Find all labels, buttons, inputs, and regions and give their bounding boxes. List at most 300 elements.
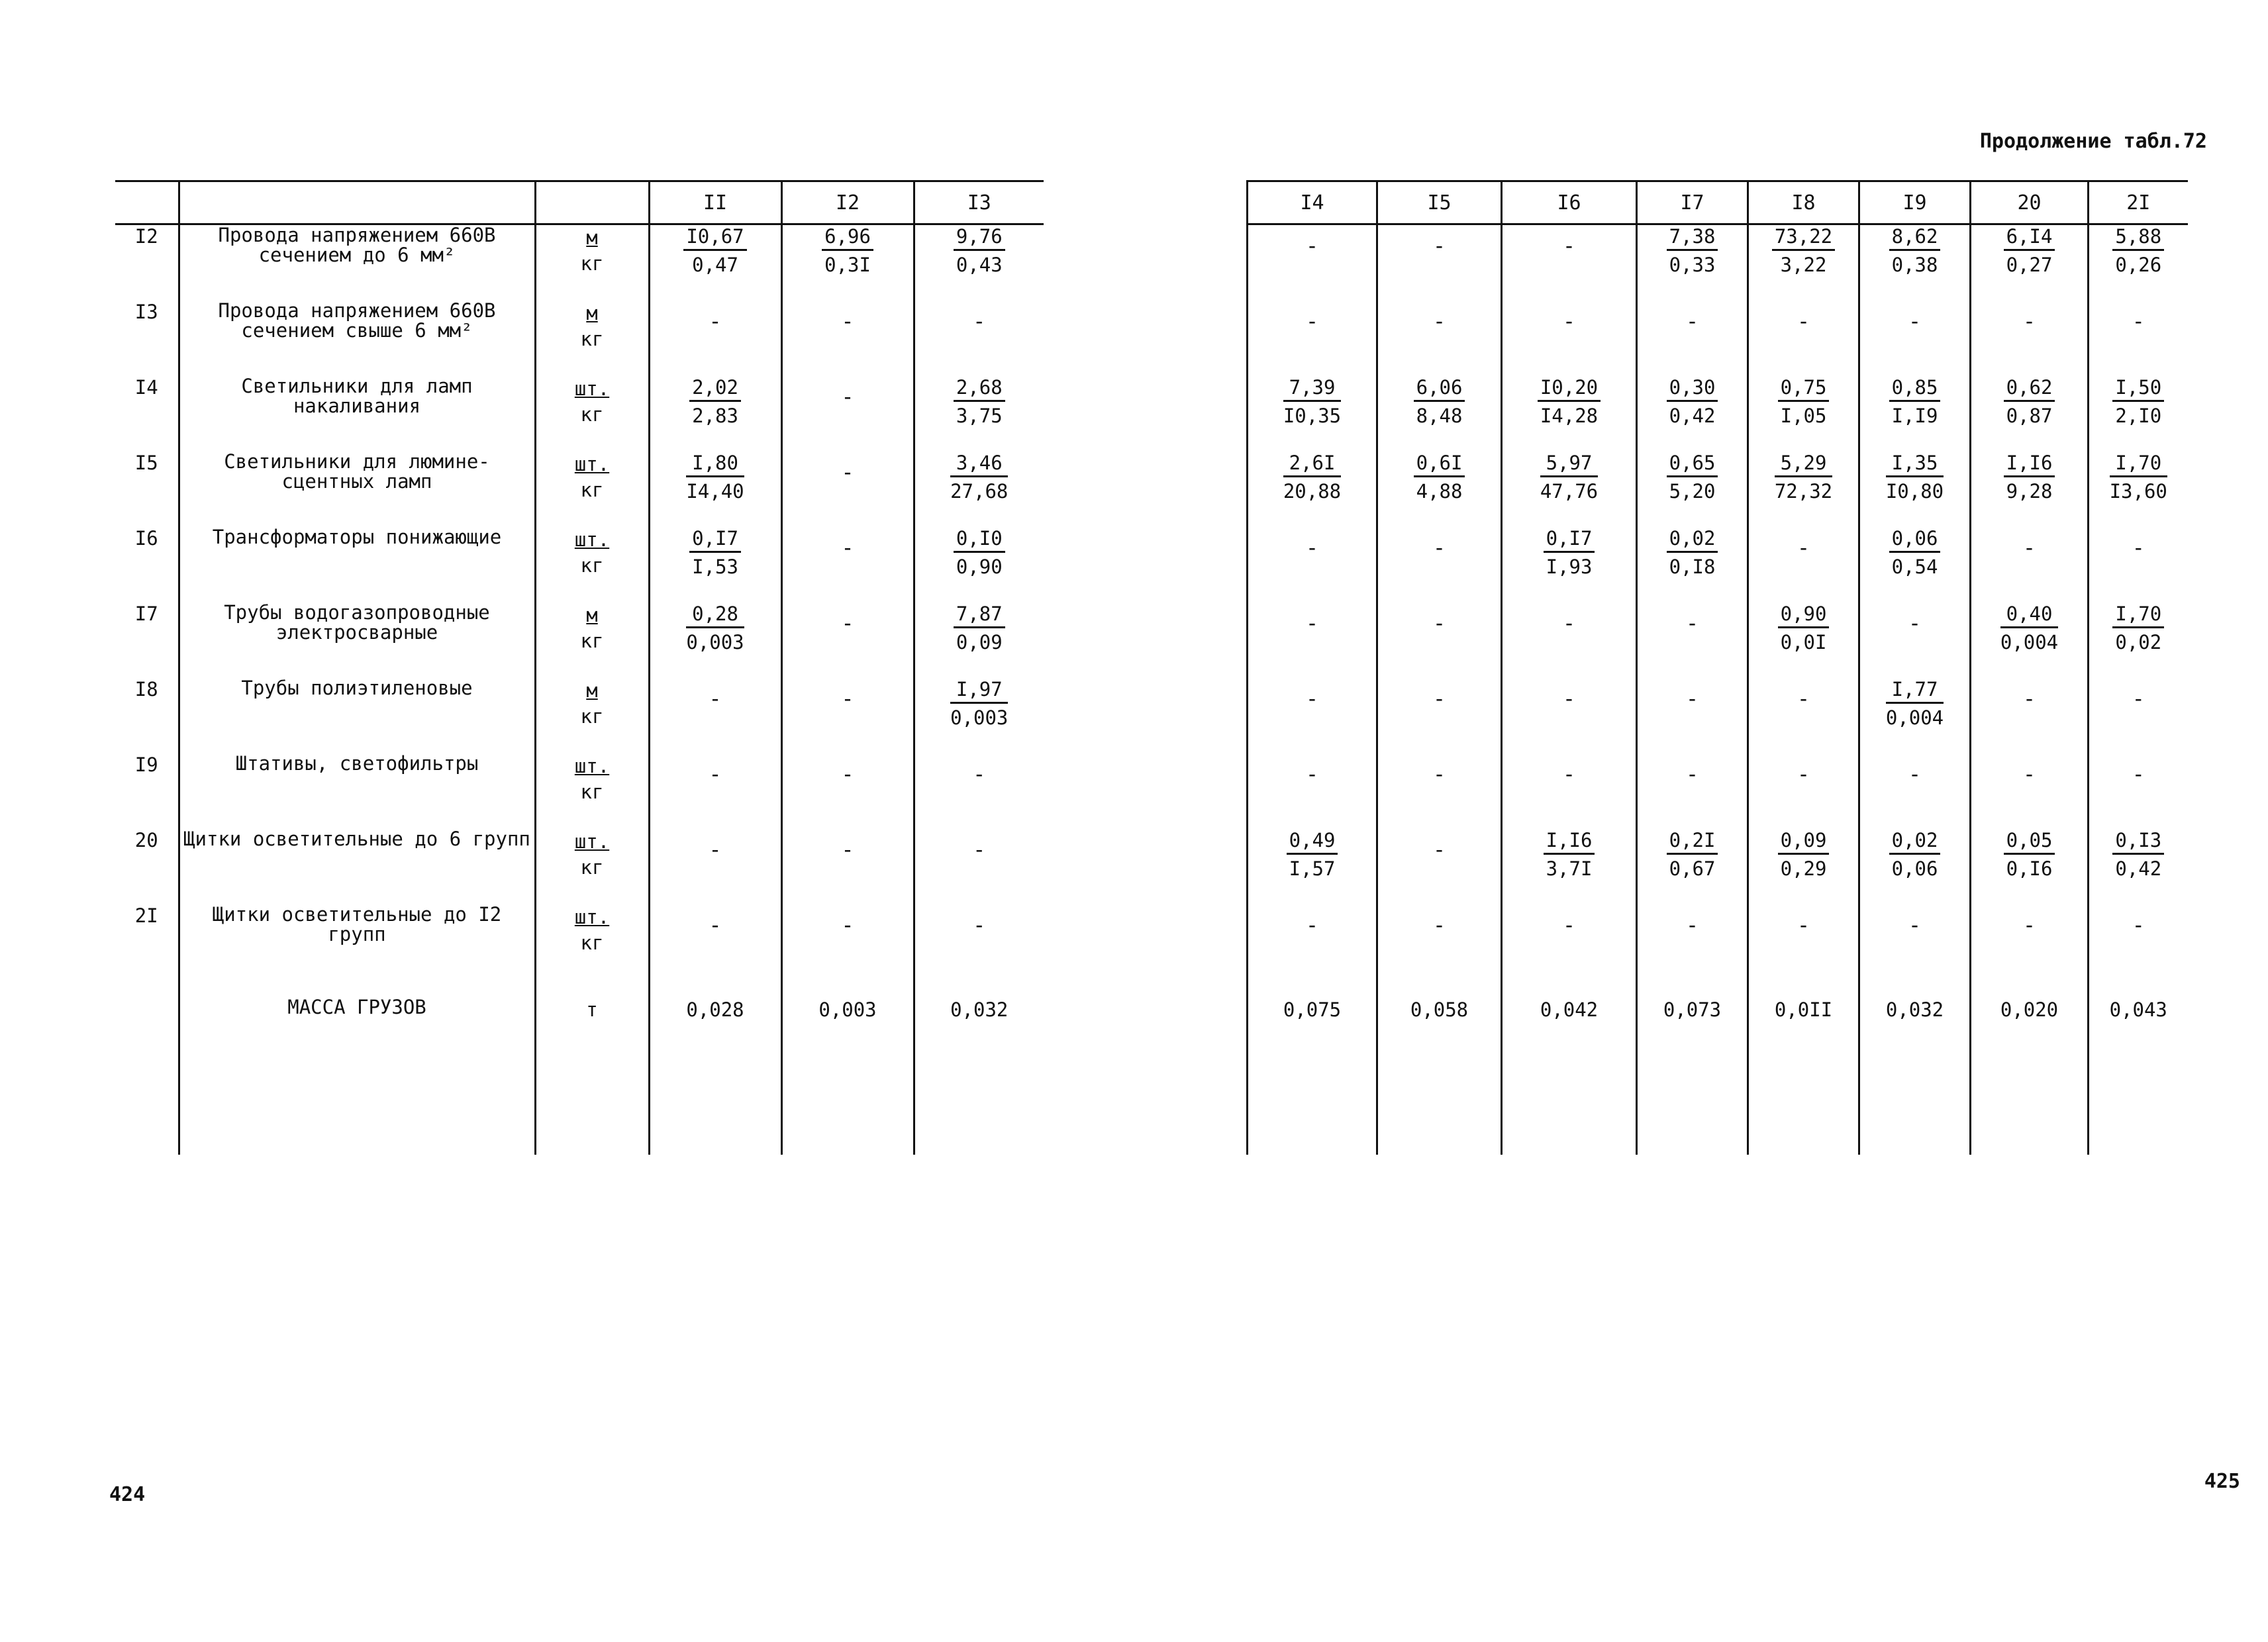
table-row bbox=[1248, 527, 2188, 603]
empty-cell bbox=[1748, 1081, 1859, 1155]
value-single: - bbox=[1305, 761, 1319, 787]
fraction bbox=[2112, 603, 2164, 655]
value-cell bbox=[914, 527, 1044, 603]
table-row bbox=[115, 527, 1044, 603]
value-bottom: I0,35 bbox=[1283, 405, 1342, 427]
row-number: 2I bbox=[134, 904, 158, 927]
value-bottom: 3,7I bbox=[1546, 857, 1593, 880]
value-single: - bbox=[1305, 912, 1319, 938]
value-single: - bbox=[973, 309, 986, 334]
column-header bbox=[179, 181, 535, 224]
value-single: - bbox=[2132, 912, 2145, 938]
unit-bottom: кг bbox=[580, 705, 604, 728]
row-name: Трубы водогазопроводные электросварные bbox=[179, 603, 535, 678]
value-top: I,70 bbox=[2110, 452, 2167, 477]
value-cell bbox=[1637, 224, 1748, 301]
unit-bottom: кг bbox=[580, 403, 604, 426]
value-single: - bbox=[1685, 610, 1699, 636]
value-top: 0,30 bbox=[1667, 376, 1718, 402]
value-single: - bbox=[973, 837, 986, 862]
mass-value bbox=[1248, 980, 1377, 1081]
value-single: - bbox=[1797, 761, 1810, 787]
value-cell bbox=[1971, 452, 2089, 527]
row-number: I9 bbox=[134, 753, 158, 776]
mass-value bbox=[1971, 980, 2089, 1081]
value-single: - bbox=[973, 912, 986, 938]
fraction bbox=[1778, 376, 1830, 428]
value-cell bbox=[1859, 753, 1971, 829]
value-bottom: 0,87 bbox=[2006, 405, 2053, 427]
value-bottom: 0,I6 bbox=[2006, 857, 2053, 880]
value-bottom: 0,43 bbox=[956, 254, 1003, 276]
value-cell bbox=[2089, 829, 2188, 904]
unit-top: шт. bbox=[574, 906, 610, 928]
value-single: - bbox=[1908, 912, 1922, 938]
right-table-body bbox=[1248, 224, 2188, 1155]
table-row bbox=[115, 603, 1044, 678]
value-cell bbox=[1971, 678, 2089, 753]
value-cell bbox=[1748, 678, 1859, 753]
value-single: - bbox=[709, 837, 722, 862]
fraction bbox=[683, 225, 746, 277]
value-top: I,80 bbox=[686, 452, 744, 477]
value-single: - bbox=[709, 912, 722, 938]
value-cell bbox=[1748, 527, 1859, 603]
value-top: 0,2I bbox=[1667, 829, 1718, 855]
fraction bbox=[2112, 829, 2164, 881]
empty-cell bbox=[2089, 1081, 2188, 1155]
unit-bottom: кг bbox=[580, 630, 604, 652]
fraction bbox=[686, 603, 744, 655]
value-cell bbox=[1502, 904, 1637, 980]
row-number: I8 bbox=[134, 678, 158, 700]
value-cell bbox=[914, 224, 1044, 301]
value-cell bbox=[649, 829, 781, 904]
row-name: Светильники для люмине-сцентных ламп bbox=[179, 452, 535, 527]
value-bottom: 9,28 bbox=[2006, 480, 2053, 503]
value-cell bbox=[781, 904, 914, 980]
fraction bbox=[1886, 678, 1944, 730]
row-name: Щитки осветительные до 6 групп bbox=[179, 829, 535, 904]
value-single: - bbox=[709, 309, 722, 334]
mass-value-text: 0,043 bbox=[2109, 998, 2167, 1021]
value-cell bbox=[1859, 376, 1971, 452]
value-single: - bbox=[841, 761, 854, 787]
value-bottom: I0,80 bbox=[1885, 480, 1944, 503]
fraction bbox=[2004, 452, 2055, 504]
value-cell bbox=[1748, 376, 1859, 452]
value-top: 0,62 bbox=[2004, 376, 2055, 402]
row-unit bbox=[535, 527, 649, 603]
value-bottom: 47,76 bbox=[1540, 480, 1599, 503]
value-bottom: 3,75 bbox=[956, 405, 1003, 427]
value-bottom: 0,09 bbox=[956, 631, 1003, 653]
fraction bbox=[1889, 527, 1941, 579]
row-unit bbox=[535, 376, 649, 452]
mass-value bbox=[2089, 980, 2188, 1081]
value-cell bbox=[1502, 829, 1637, 904]
value-cell bbox=[2089, 678, 2188, 753]
value-cell bbox=[1971, 904, 2089, 980]
value-single: - bbox=[1685, 912, 1699, 938]
empty-cell bbox=[115, 1081, 179, 1155]
value-single: - bbox=[841, 459, 854, 485]
value-bottom: 0,004 bbox=[1885, 706, 1944, 729]
value-top: 0,40 bbox=[2000, 603, 2058, 628]
table-row bbox=[115, 678, 1044, 753]
value-single: - bbox=[1562, 686, 1576, 711]
fraction bbox=[1283, 452, 1341, 504]
value-top: 6,06 bbox=[1414, 376, 1465, 402]
value-top: 2,6I bbox=[1283, 452, 1341, 477]
value-single: - bbox=[2022, 686, 2036, 711]
table-row bbox=[1248, 224, 2188, 301]
value-top: 0,05 bbox=[2004, 829, 2055, 855]
value-bottom: 0,42 bbox=[2115, 857, 2162, 880]
fraction bbox=[1544, 829, 1595, 881]
value-single: - bbox=[2022, 912, 2036, 938]
value-top: 0,28 bbox=[686, 603, 744, 628]
value-single: - bbox=[1797, 309, 1810, 334]
value-cell bbox=[1248, 678, 1377, 753]
unit-top: шт. bbox=[574, 755, 610, 777]
fraction bbox=[1889, 376, 1941, 428]
value-cell bbox=[781, 678, 914, 753]
mass-row bbox=[115, 980, 1044, 1081]
value-cell bbox=[1971, 829, 2089, 904]
row-name: Щитки осветительные до I2 групп bbox=[179, 904, 535, 980]
fraction bbox=[1540, 452, 1598, 504]
fraction bbox=[2004, 225, 2055, 277]
row-number: I3 bbox=[134, 301, 158, 323]
value-single: - bbox=[1908, 309, 1922, 334]
table-row bbox=[1248, 603, 2188, 678]
value-single: - bbox=[2022, 309, 2036, 334]
empty-cell bbox=[1377, 1081, 1502, 1155]
value-cell bbox=[914, 376, 1044, 452]
row-unit bbox=[535, 301, 649, 376]
value-cell bbox=[649, 527, 781, 603]
fraction bbox=[1889, 225, 1941, 277]
mass-value bbox=[1748, 980, 1859, 1081]
value-cell bbox=[781, 452, 914, 527]
value-top: I0,67 bbox=[683, 225, 746, 251]
mass-value-text: 0,073 bbox=[1663, 998, 1722, 1021]
value-top: I,35 bbox=[1886, 452, 1944, 477]
fraction bbox=[2004, 376, 2055, 428]
value-cell bbox=[1377, 753, 1502, 829]
empty-cell bbox=[535, 1081, 649, 1155]
fraction bbox=[954, 376, 1005, 428]
value-bottom: I,05 bbox=[1780, 405, 1827, 427]
value-top: 5,97 bbox=[1540, 452, 1598, 477]
fraction bbox=[2000, 603, 2058, 655]
mass-value bbox=[1637, 980, 1748, 1081]
table-row bbox=[1248, 753, 2188, 829]
value-cell bbox=[1971, 224, 2089, 301]
value-single: - bbox=[2132, 761, 2145, 787]
value-single: - bbox=[1432, 610, 1446, 636]
value-cell bbox=[914, 829, 1044, 904]
value-top: 3,46 bbox=[950, 452, 1008, 477]
value-top: 2,68 bbox=[954, 376, 1005, 402]
row-number: I5 bbox=[134, 452, 158, 474]
right-page bbox=[1134, 0, 2268, 1642]
value-single: - bbox=[841, 837, 854, 862]
value-cell bbox=[1377, 603, 1502, 678]
mass-label: МАССА ГРУЗОВ bbox=[179, 980, 535, 1081]
fraction bbox=[1778, 603, 1830, 655]
value-single: - bbox=[1797, 686, 1810, 711]
value-top: 0,I7 bbox=[1544, 527, 1595, 553]
value-single: - bbox=[1432, 837, 1446, 862]
value-single: - bbox=[1685, 761, 1699, 787]
value-top: 8,62 bbox=[1889, 225, 1941, 251]
value-cell bbox=[1502, 527, 1637, 603]
value-single: - bbox=[2132, 535, 2145, 560]
table-row bbox=[115, 904, 1044, 980]
value-cell bbox=[1859, 224, 1971, 301]
value-single: - bbox=[2132, 686, 2145, 711]
value-cell bbox=[1248, 452, 1377, 527]
value-single: - bbox=[1797, 535, 1810, 560]
value-bottom: 2,I0 bbox=[2115, 405, 2162, 427]
right-header-row bbox=[1248, 181, 2188, 224]
mass-value-text: 0,032 bbox=[950, 998, 1009, 1021]
value-cell bbox=[1859, 829, 1971, 904]
value-bottom: 20,88 bbox=[1283, 480, 1342, 503]
value-single: - bbox=[1908, 610, 1922, 636]
value-cell bbox=[1748, 452, 1859, 527]
value-cell bbox=[781, 603, 914, 678]
value-cell bbox=[2089, 376, 2188, 452]
value-cell bbox=[1502, 678, 1637, 753]
value-cell bbox=[2089, 527, 2188, 603]
unit-bottom: кг bbox=[580, 781, 604, 803]
value-cell bbox=[1502, 376, 1637, 452]
value-single: - bbox=[1797, 912, 1810, 938]
value-cell bbox=[781, 376, 914, 452]
table-tail bbox=[1248, 1081, 2188, 1155]
value-top: 2,02 bbox=[689, 376, 741, 402]
value-bottom: 0,003 bbox=[950, 706, 1009, 729]
right-table bbox=[1246, 180, 2188, 1155]
column-header: I2 bbox=[781, 181, 914, 224]
value-cell bbox=[1377, 224, 1502, 301]
value-cell bbox=[1748, 603, 1859, 678]
value-top: 0,75 bbox=[1778, 376, 1830, 402]
value-single: - bbox=[841, 686, 854, 711]
unit-bottom: кг bbox=[580, 554, 604, 577]
value-top: 0,09 bbox=[1778, 829, 1830, 855]
mass-row bbox=[1248, 980, 2188, 1081]
value-cell bbox=[1377, 904, 1502, 980]
unit-bottom: кг bbox=[580, 479, 604, 501]
fraction bbox=[954, 527, 1005, 579]
mass-value-text: 0,032 bbox=[1885, 998, 1944, 1021]
value-cell bbox=[781, 753, 914, 829]
value-cell bbox=[1637, 829, 1748, 904]
unit-top: м bbox=[586, 604, 598, 626]
value-top: 9,76 bbox=[954, 225, 1005, 251]
fraction bbox=[1538, 376, 1601, 428]
value-top: 0,I7 bbox=[689, 527, 741, 553]
fraction bbox=[689, 527, 741, 579]
table-row bbox=[115, 376, 1044, 452]
mass-value-text: 0,028 bbox=[686, 998, 744, 1021]
unit-bottom: кг bbox=[580, 932, 604, 954]
unit-top: шт. bbox=[574, 830, 610, 853]
left-table-body bbox=[115, 224, 1044, 1155]
value-top: I,70 bbox=[2112, 603, 2164, 628]
value-cell bbox=[1637, 452, 1748, 527]
value-single: - bbox=[1432, 233, 1446, 258]
table-row bbox=[115, 301, 1044, 376]
value-single: - bbox=[1562, 233, 1576, 258]
fraction bbox=[1414, 376, 1465, 428]
value-bottom: 0,02 bbox=[2115, 631, 2162, 653]
value-bottom: I4,40 bbox=[686, 480, 744, 503]
value-bottom: 0,003 bbox=[686, 631, 744, 653]
table-tail bbox=[115, 1081, 1044, 1155]
value-top: 0,65 bbox=[1667, 452, 1718, 477]
value-cell bbox=[2089, 224, 2188, 301]
value-cell bbox=[1971, 753, 2089, 829]
value-top: 0,85 bbox=[1889, 376, 1941, 402]
value-bottom: 8,48 bbox=[1416, 405, 1463, 427]
value-bottom: 3,22 bbox=[1780, 254, 1827, 276]
row-name: Провода напряжением 660В сечением свыше 6 мм² bbox=[179, 301, 535, 376]
row-unit bbox=[535, 224, 649, 301]
column-header bbox=[115, 181, 179, 224]
value-cell bbox=[649, 224, 781, 301]
value-bottom: 0,27 bbox=[2006, 254, 2053, 276]
value-cell bbox=[649, 603, 781, 678]
fraction bbox=[1414, 452, 1465, 504]
table-row bbox=[115, 753, 1044, 829]
value-cell bbox=[1637, 376, 1748, 452]
value-cell bbox=[2089, 301, 2188, 376]
column-header: 2I bbox=[2089, 181, 2188, 224]
value-top: 0,I0 bbox=[954, 527, 1005, 553]
value-bottom: 0,26 bbox=[2115, 254, 2162, 276]
value-cell bbox=[1248, 904, 1377, 980]
value-cell bbox=[1859, 301, 1971, 376]
value-bottom: 27,68 bbox=[950, 480, 1009, 503]
value-cell bbox=[1748, 301, 1859, 376]
value-cell bbox=[1502, 753, 1637, 829]
value-bottom: 0,90 bbox=[956, 555, 1003, 578]
mass-unit bbox=[535, 980, 649, 1081]
column-header: I3 bbox=[914, 181, 1044, 224]
value-single: - bbox=[2022, 761, 2036, 787]
value-cell bbox=[1637, 301, 1748, 376]
fraction bbox=[686, 452, 744, 504]
value-cell bbox=[781, 224, 914, 301]
value-top: 7,87 bbox=[954, 603, 1005, 628]
value-bottom: 0,38 bbox=[1891, 254, 1938, 276]
value-cell bbox=[1377, 376, 1502, 452]
row-unit bbox=[535, 603, 649, 678]
value-single: - bbox=[973, 761, 986, 787]
value-single: - bbox=[709, 686, 722, 711]
row-unit bbox=[535, 452, 649, 527]
value-top: 7,39 bbox=[1283, 376, 1341, 402]
unit-bottom: кг bbox=[580, 856, 604, 879]
page-number-right: 425 bbox=[2204, 1470, 2240, 1493]
row-name: Трансформаторы понижающие bbox=[179, 527, 535, 603]
fraction bbox=[1544, 527, 1595, 579]
value-bottom: I3,60 bbox=[2109, 480, 2167, 503]
table-caption: Продолжение табл.72 bbox=[1979, 130, 2207, 153]
table-row bbox=[115, 452, 1044, 527]
value-cell bbox=[1637, 753, 1748, 829]
fraction bbox=[1778, 829, 1830, 881]
fraction bbox=[2110, 452, 2167, 504]
value-bottom: I,53 bbox=[692, 555, 738, 578]
column-header: I6 bbox=[1502, 181, 1637, 224]
value-top: 0,02 bbox=[1667, 527, 1718, 553]
fraction bbox=[954, 603, 1005, 655]
fraction bbox=[950, 678, 1008, 730]
value-top: 0,02 bbox=[1889, 829, 1941, 855]
value-cell bbox=[1377, 452, 1502, 527]
value-cell bbox=[1248, 753, 1377, 829]
value-cell bbox=[1248, 376, 1377, 452]
value-single: - bbox=[1305, 686, 1319, 711]
value-single: - bbox=[1685, 309, 1699, 334]
fraction bbox=[1287, 829, 1338, 881]
value-cell bbox=[914, 753, 1044, 829]
value-top: I,77 bbox=[1886, 678, 1944, 704]
value-bottom: 0,0I bbox=[1780, 631, 1827, 653]
value-bottom: 0,3I bbox=[824, 254, 871, 276]
value-single: - bbox=[1432, 309, 1446, 334]
value-cell bbox=[781, 527, 914, 603]
value-top: I,50 bbox=[2112, 376, 2164, 402]
value-cell bbox=[1248, 301, 1377, 376]
value-bottom: 0,47 bbox=[692, 254, 738, 276]
value-single: - bbox=[1432, 686, 1446, 711]
value-top: 0,90 bbox=[1778, 603, 1830, 628]
left-table bbox=[115, 180, 1044, 1155]
value-bottom: I4,28 bbox=[1540, 405, 1599, 427]
value-cell bbox=[914, 678, 1044, 753]
value-cell bbox=[2089, 904, 2188, 980]
row-unit bbox=[535, 829, 649, 904]
value-cell bbox=[1637, 603, 1748, 678]
unit-top: м bbox=[586, 679, 598, 702]
fraction bbox=[1889, 829, 1941, 881]
value-top: I,I6 bbox=[2004, 452, 2055, 477]
mass-unit-text: т bbox=[586, 998, 598, 1021]
fraction bbox=[2112, 376, 2164, 428]
value-cell bbox=[2089, 603, 2188, 678]
value-cell bbox=[1377, 301, 1502, 376]
row-name: Трубы полиэтиленовые bbox=[179, 678, 535, 753]
column-header bbox=[535, 181, 649, 224]
value-cell bbox=[1637, 527, 1748, 603]
value-bottom: 0,54 bbox=[1891, 555, 1938, 578]
value-cell bbox=[649, 301, 781, 376]
fraction bbox=[950, 452, 1008, 504]
value-cell bbox=[1248, 603, 1377, 678]
value-single: - bbox=[2022, 535, 2036, 560]
row-name: Провода напряжением 660В сечением до 6 мм² bbox=[179, 224, 535, 301]
value-top: 7,38 bbox=[1667, 225, 1718, 251]
value-cell bbox=[1248, 829, 1377, 904]
value-top: 0,6I bbox=[1414, 452, 1465, 477]
